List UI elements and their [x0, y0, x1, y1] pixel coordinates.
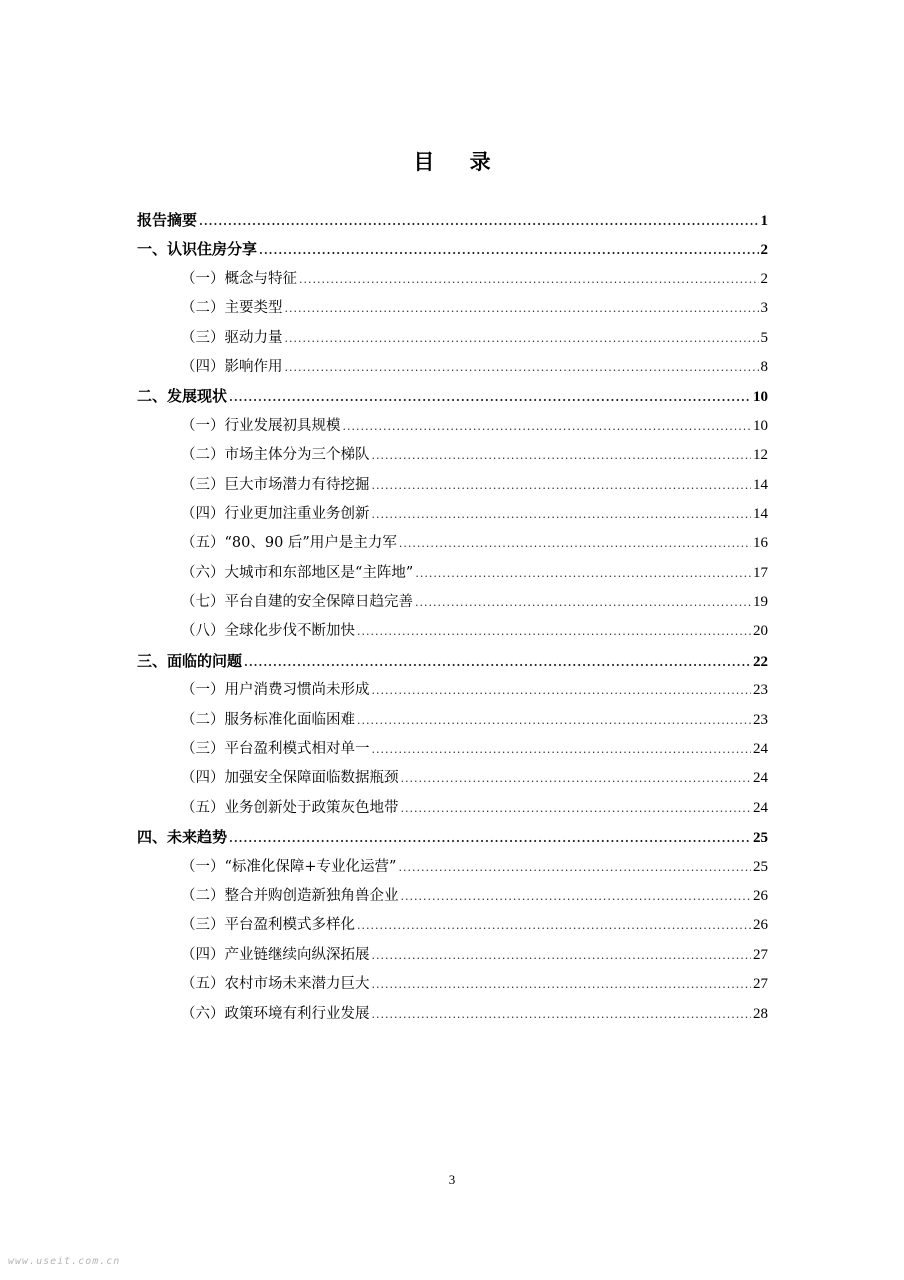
- toc-entry-page: 14: [753, 505, 768, 522]
- toc-entry-title: 三、面临的问题: [137, 651, 243, 670]
- toc-dot-leader: [401, 794, 752, 823]
- toc-entry-title: （三）驱动力量: [181, 329, 283, 346]
- toc-entry-page: 27: [753, 976, 768, 993]
- toc-entry-title: （四）行业更加注重业务创新: [181, 505, 370, 522]
- toc-dot-leader: [401, 882, 752, 911]
- toc-dot-leader: [285, 353, 759, 382]
- toc-chapter-entry[interactable]: [137, 823, 768, 852]
- toc-section-entry[interactable]: [137, 529, 768, 558]
- toc-dot-leader: [299, 265, 759, 294]
- toc-dot-leader: [229, 824, 751, 853]
- toc-section-entry[interactable]: [137, 911, 768, 940]
- toc-dot-leader: [372, 676, 752, 705]
- toc-dot-leader: [285, 294, 759, 323]
- toc-entry-page: 22: [753, 653, 768, 670]
- toc-section-entry[interactable]: [137, 471, 768, 500]
- toc-entry-page: 2: [760, 242, 768, 259]
- toc-chapter-entry[interactable]: [137, 206, 768, 235]
- toc-dot-leader: [415, 588, 751, 617]
- toc-section-entry[interactable]: [137, 676, 768, 705]
- toc-entry-title: （五）“80、90 后”用户是主力军: [181, 535, 397, 552]
- toc-entry-title: （三）巨大市场潜力有待挖掘: [181, 476, 370, 493]
- toc-dot-leader: [372, 1000, 752, 1029]
- toc-section-entry[interactable]: [137, 735, 768, 764]
- toc-section-entry[interactable]: [137, 500, 768, 529]
- toc-entry-title: （一）用户消费习惯尚未形成: [181, 682, 370, 699]
- toc-entry-page: 24: [753, 741, 768, 758]
- toc-entry-title: （四）影响作用: [181, 358, 283, 375]
- toc-entry-title: 四、未来趋势: [137, 828, 228, 847]
- toc-entry-page: 1: [760, 213, 768, 229]
- toc-dot-leader: [199, 207, 758, 236]
- toc-entry-title: （二）市场主体分为三个梯队: [181, 447, 370, 464]
- toc-dot-leader: [372, 471, 752, 500]
- toc-section-entry[interactable]: [137, 588, 768, 617]
- toc-chapter-entry[interactable]: [137, 382, 768, 411]
- toc-entry-page: 17: [753, 564, 768, 581]
- toc-entry-title: （二）整合并购创造新独角兽企业: [181, 887, 399, 904]
- toc-entry-page: 26: [753, 887, 768, 904]
- toc-dot-leader: [372, 941, 752, 970]
- toc-entry-title: （二）主要类型: [181, 300, 283, 317]
- toc-dot-leader: [357, 617, 751, 646]
- toc-entry-page: 8: [760, 358, 768, 375]
- toc-section-entry[interactable]: [137, 1000, 768, 1029]
- toc-entry-page: 10: [753, 417, 768, 434]
- toc-entry-page: 28: [753, 1005, 768, 1022]
- toc-dot-leader: [357, 706, 751, 735]
- toc-entry-page: 10: [753, 389, 768, 406]
- toc-section-entry[interactable]: [137, 970, 768, 999]
- toc-section-entry[interactable]: [137, 412, 768, 441]
- toc-entry-title: （六）大城市和东部地区是“主阵地”: [181, 564, 414, 581]
- toc-dot-leader: [357, 911, 751, 940]
- toc-chapter-entry[interactable]: [137, 647, 768, 676]
- toc-section-entry[interactable]: [137, 764, 768, 793]
- toc-entry-page: 26: [753, 917, 768, 934]
- toc-dot-leader: [372, 970, 752, 999]
- toc-entry-page: 27: [753, 946, 768, 963]
- toc-entry-title: （四）加强安全保障面临数据瓶颈: [181, 770, 399, 787]
- toc-section-entry[interactable]: [137, 706, 768, 735]
- toc-entry-title: 一、认识住房分享: [137, 240, 258, 259]
- toc-entry-page: 24: [753, 799, 768, 816]
- toc-dot-leader: [415, 559, 751, 588]
- table-of-contents: [137, 206, 768, 1029]
- toc-dot-leader: [259, 236, 758, 265]
- toc-section-entry[interactable]: [137, 617, 768, 646]
- toc-entry-title: （一）“标准化保障+专业化运营”: [181, 858, 397, 875]
- toc-section-entry[interactable]: [137, 353, 768, 382]
- toc-entry-page: 5: [760, 329, 768, 346]
- toc-entry-title: （三）平台盈利模式多样化: [181, 917, 355, 934]
- toc-entry-page: 25: [753, 858, 768, 875]
- toc-chapter-entry[interactable]: [137, 235, 768, 264]
- toc-entry-page: 14: [753, 476, 768, 493]
- toc-entry-title: 二、发展现状: [137, 387, 228, 406]
- toc-entry-page: 2: [760, 270, 768, 287]
- toc-entry-title: （五）农村市场未来潜力巨大: [181, 976, 370, 993]
- toc-entry-page: 20: [753, 623, 768, 640]
- toc-section-entry[interactable]: [137, 559, 768, 588]
- toc-section-entry[interactable]: [137, 853, 768, 882]
- toc-entry-title: （七）平台自建的安全保障日趋完善: [181, 594, 413, 611]
- toc-section-entry[interactable]: [137, 294, 768, 323]
- watermark: www.useit.com.cn: [8, 1256, 121, 1267]
- toc-dot-leader: [372, 441, 752, 470]
- toc-entry-page: 23: [753, 682, 768, 699]
- page-title: 目 录: [413, 150, 505, 174]
- toc-entry-title: （一）行业发展初具规模: [181, 417, 341, 434]
- toc-entry-title: （四）产业链继续向纵深拓展: [181, 946, 370, 963]
- toc-dot-leader: [343, 412, 752, 441]
- toc-entry-title: （一）概念与特征: [181, 270, 297, 287]
- toc-dot-leader: [401, 764, 752, 793]
- toc-entry-page: 3: [760, 300, 768, 317]
- toc-entry-page: 24: [753, 770, 768, 787]
- toc-entry-title: （八）全球化步伐不断加快: [181, 623, 355, 640]
- toc-dot-leader: [399, 529, 751, 558]
- toc-entry-page: 16: [753, 535, 768, 552]
- toc-entry-title: （三）平台盈利模式相对单一: [181, 741, 370, 758]
- toc-dot-leader: [244, 648, 751, 677]
- toc-section-entry[interactable]: [137, 441, 768, 470]
- toc-dot-leader: [372, 500, 752, 529]
- toc-entry-page: 19: [753, 594, 768, 611]
- toc-entry-page: 23: [753, 711, 768, 728]
- toc-entry-page: 25: [753, 830, 768, 847]
- toc-section-entry[interactable]: [137, 265, 768, 294]
- toc-entry-title: （二）服务标准化面临困难: [181, 711, 355, 728]
- toc-entry-page: 12: [753, 447, 768, 464]
- toc-dot-leader: [285, 324, 759, 353]
- toc-section-entry[interactable]: [137, 324, 768, 353]
- toc-section-entry[interactable]: [137, 882, 768, 911]
- toc-section-entry[interactable]: [137, 794, 768, 823]
- toc-dot-leader: [372, 735, 752, 764]
- toc-entry-title: （五）业务创新处于政策灰色地带: [181, 799, 399, 816]
- page-number: 3: [448, 1172, 456, 1187]
- toc-section-entry[interactable]: [137, 941, 768, 970]
- toc-dot-leader: [229, 383, 751, 412]
- toc-dot-leader: [398, 853, 751, 882]
- toc-entry-title: （六）政策环境有利行业发展: [181, 1005, 370, 1022]
- toc-entry-title: 报告摘要: [137, 211, 198, 229]
